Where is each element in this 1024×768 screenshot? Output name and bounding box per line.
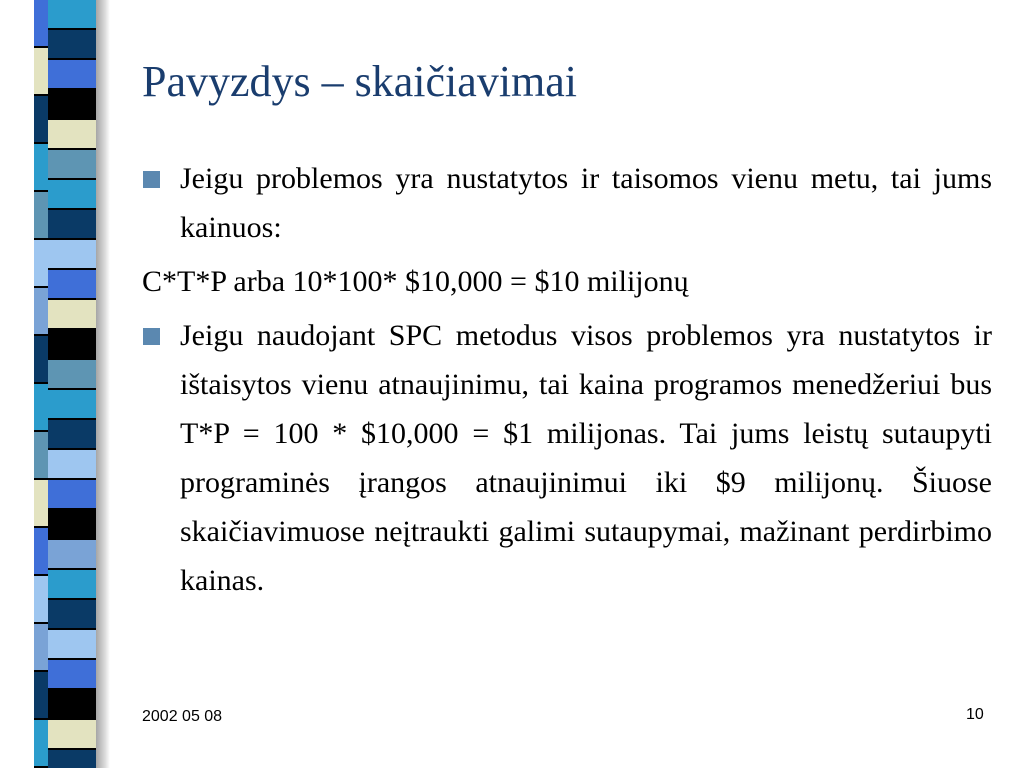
stripe-block	[34, 288, 48, 334]
stripe-block	[48, 600, 96, 628]
stripe-block	[34, 192, 48, 238]
bullet-text: Jeigu naudojant SPC metodus visos problemos yra nustatytos ir ištaisytos vienu atnaujinimu, tai kaina programos menedžeriui bus T*P = 100 * $10,000 = $1 milijonas. Tai jums leistų sutaupyti programinės įrangos atnaujinimui iki $9 milijonų. Šiuose skaičiavimuose neįtraukti galimi sutaupymai, mažinant perdirbimo kainas.	[180, 319, 992, 597]
stripe-right-column	[48, 0, 96, 768]
stripe-block	[48, 120, 96, 148]
stripe-block	[48, 270, 96, 298]
stripe-block	[48, 570, 96, 598]
slide-title: Pavyzdys – skaičiavimai	[142, 57, 578, 106]
stripe-block	[34, 0, 48, 46]
stripe-block	[34, 384, 48, 430]
stripe-left-column	[34, 0, 48, 768]
stripe-block	[34, 240, 48, 286]
stripe-block	[34, 528, 48, 574]
stripe-block	[48, 180, 96, 208]
stripe-block	[48, 150, 96, 178]
bullet-item	[142, 311, 992, 605]
stripe-block	[48, 300, 96, 328]
stripe-block	[48, 630, 96, 658]
stripe-block	[48, 720, 96, 748]
square-bullet-icon	[143, 171, 160, 188]
bullet-item	[142, 154, 992, 252]
stripe-block	[34, 480, 48, 526]
stripe-block	[48, 30, 96, 58]
stripe-block	[48, 330, 96, 358]
square-bullet-icon	[143, 328, 160, 345]
stripe-block	[48, 480, 96, 508]
stripe-block	[48, 60, 96, 88]
stripe-block	[48, 750, 96, 768]
stripe-block	[34, 144, 48, 190]
bullet-text: Jeigu problemos yra nustatytos ir taisomos vienu metu, tai jums kainuos:	[180, 162, 992, 244]
stripe-block	[48, 540, 96, 568]
stripe-block	[48, 210, 96, 238]
stripe-block	[48, 450, 96, 478]
stripe-block	[48, 90, 96, 118]
stripe-block	[48, 240, 96, 268]
stripe-block	[34, 432, 48, 478]
stripe-block	[34, 624, 48, 670]
stripe-block	[34, 672, 48, 718]
stripe-block	[34, 720, 48, 766]
decorative-stripe	[34, 0, 96, 768]
stripe-block	[34, 576, 48, 622]
slide-body	[142, 154, 992, 610]
stripe-block	[48, 690, 96, 718]
stripe-block	[34, 96, 48, 142]
stripe-block	[48, 390, 96, 418]
stripe-block	[48, 360, 96, 388]
stripe-block	[48, 660, 96, 688]
stripe-shadow	[94, 0, 110, 768]
stripe-block	[34, 336, 48, 382]
stripe-block	[34, 48, 48, 94]
footer-date: 2002 05 08	[142, 708, 223, 725]
stripe-block	[48, 510, 96, 538]
page-number: 10	[966, 706, 984, 723]
stripe-block	[48, 420, 96, 448]
stripe-block	[48, 0, 96, 28]
formula-line: C*T*P arba 10*100* $10,000 = $10 milijonų	[142, 265, 689, 298]
